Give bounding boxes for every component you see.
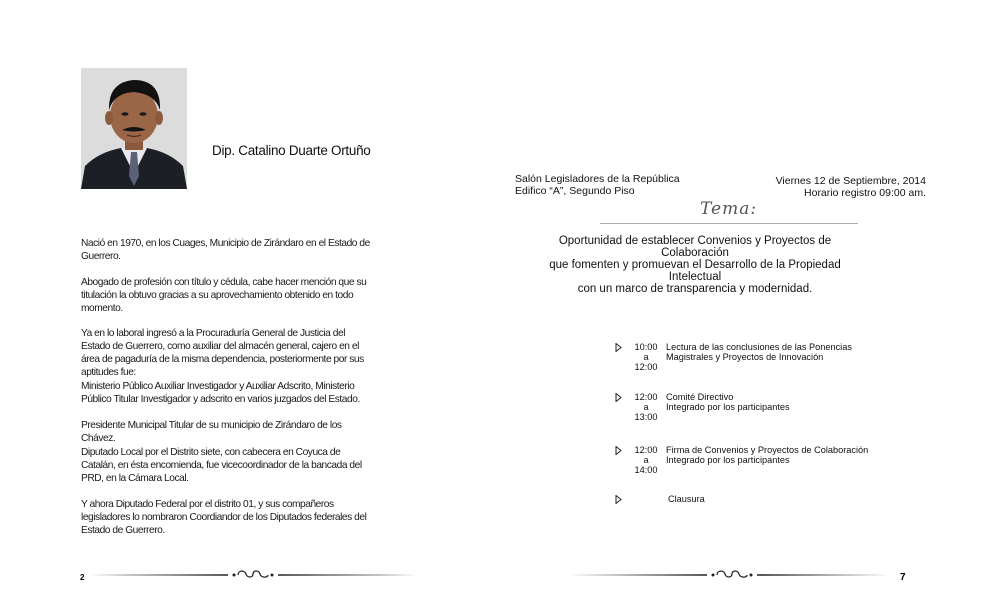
venue-block [515, 173, 680, 197]
tema-heading: Tema: [700, 199, 758, 219]
bullet-arrow-icon [615, 495, 622, 504]
agenda-item [615, 392, 895, 432]
bio-paragraph-education: Abogado de profesión con título y cédula, cabe hacer mención que su titulación la obtuvo gracias a su aprovechamiento obtenido en todo momento. [81, 277, 367, 314]
agenda-subtitle: Magistrales y Proyectos de Innovación [666, 352, 824, 362]
agenda-description [666, 392, 906, 412]
registration-time: Horario registro 09:00 am. [804, 187, 926, 199]
topic-line: Oportunidad de establecer Convenios y Proyectos de Colaboración [558, 235, 832, 259]
bio-paragraph-birth: Nació en 1970, en los Cuages, Municipio de Zirándaro en el Estado de Guerrero. [81, 238, 370, 262]
bio-paragraph-ministerio: Ministerio Público Auxiliar Investigador y Auxiliar Adscrito, Ministerio Público Titular Investigador y adscrito en varios juzgados del Estado. [81, 381, 360, 405]
agenda-end-time: 14:00 [634, 465, 658, 475]
agenda-times [633, 392, 659, 422]
agenda-subtitle: Integrado por los participantes [666, 455, 790, 465]
topic-line: con un marco de transparencia y modernidad. [577, 283, 813, 295]
right-page [495, 0, 990, 601]
agenda-time-separator: a [643, 455, 649, 465]
agenda-start-time: 12:00 [634, 445, 658, 455]
bullet-arrow-icon [615, 446, 622, 455]
bio-paragraph-diputado-federal: Y ahora Diputado Federal por el distrito 01, y sus compañeros legisladores lo nombraron Coordiandor de los Diputados federales del Estado de Guerrero. [81, 499, 367, 536]
agenda-title: Clausura [668, 494, 705, 504]
agenda-description [666, 445, 906, 465]
agenda-title: Firma de Convenios y Proyectos de Colaboración [666, 445, 869, 455]
agenda-start-time: 12:00 [634, 392, 658, 402]
topic-line: que fomenten y promuevan el Desarrollo de la Propiedad Intelectual [549, 259, 841, 283]
agenda-title: Comité Directivo [666, 392, 734, 402]
agenda-description [668, 494, 908, 504]
footer-ornament-right [567, 568, 897, 582]
portrait-photo [81, 68, 187, 189]
portrait-illustration [81, 68, 187, 189]
person-name: Dip. Catalino Duarte Ortuño [212, 143, 371, 158]
datetime-block [776, 175, 926, 199]
agenda-end-time: 13:00 [634, 412, 658, 422]
topic-text [535, 235, 855, 295]
venue-building: Edifico “A”, Segundo Piso [515, 185, 635, 197]
agenda-item [615, 494, 895, 534]
tema-divider [600, 223, 858, 224]
agenda-item [615, 445, 895, 485]
bio-paragraph-career: Ya en lo laboral ingresó a la Procuraduría General de Justicia del Estado de Guerrero, como auxiliar del almacén general, cajero en el área de pagaduría de la misma dependencia, posteriormente por sus aptitudes fue: [81, 328, 364, 378]
agenda-title: Lectura de las conclusiones de las Ponencias [666, 342, 852, 352]
bio-paragraph-presidente: Presidente Municipal Titular de su municipio de Zirándaro de los Chávez. [81, 420, 342, 444]
agenda-time-separator: a [643, 352, 649, 362]
event-date: Viernes 12 de Septiembre, 2014 [775, 175, 926, 187]
agenda-subtitle: Integrado por los participantes [666, 402, 790, 412]
agenda-start-time: 10:00 [634, 342, 658, 352]
page-number-right: 7 [900, 572, 906, 583]
agenda-item [615, 342, 895, 382]
agenda-time-separator: a [643, 402, 649, 412]
agenda-times [633, 342, 659, 372]
page-number-left: 2 [80, 573, 85, 582]
agenda-description [666, 342, 906, 362]
footer-ornament-left [88, 568, 418, 582]
venue-name: Salón Legisladores de la República [515, 173, 680, 185]
bullet-arrow-icon [615, 343, 622, 352]
agenda-times [633, 445, 659, 475]
agenda-end-time: 12:00 [634, 362, 658, 372]
bullet-arrow-icon [615, 393, 622, 402]
bio-paragraph-diputado-local: Diputado Local por el Distrito siete, con cabecera en Coyuca de Catalán, en ésta encomienda, fue vicecoordinador de la bancada del PRD, en la Cámara Local. [81, 447, 362, 484]
